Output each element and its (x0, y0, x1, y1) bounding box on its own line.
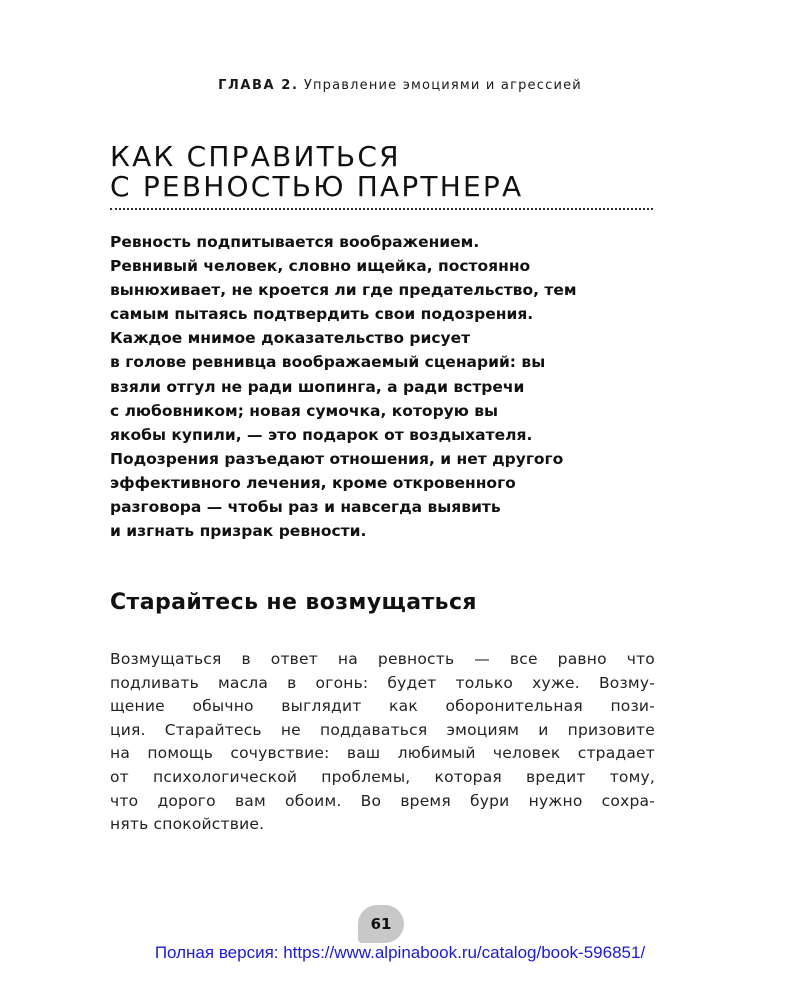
body-line: что дорого вам обоим. Во время бури нужно сохра- (110, 791, 655, 810)
lead-line: с любовником; новая сумочка, которую вы (110, 401, 499, 420)
lead-line: Подозрения разъедают отношения, и нет другого (110, 449, 564, 468)
lead-line: Каждое мнимое доказательство рисует (110, 329, 471, 348)
page-number-badge (358, 905, 404, 943)
body-line: на помощь сочувствие: ваш любимый человек страдает (110, 744, 655, 763)
lead-line: в голове ревнивца воображаемый сценарий: вы (110, 353, 546, 372)
lead-line: якобы купили, — это подарок от воздыхателя. (110, 425, 533, 444)
lead-line: и изгнать призрак ревности. (110, 522, 367, 541)
title-line: С РЕВНОСТЬЮ ПАРТНЕРА (110, 170, 524, 203)
body-paragraph (110, 648, 655, 837)
title-line: КАК СПРАВИТЬСЯ (110, 140, 401, 173)
running-header (0, 78, 800, 93)
chapter-name: Управление эмоциями и агрессией (303, 78, 582, 93)
section-heading: Старайтесь не возмущаться (110, 590, 477, 615)
body-line: от психологической проблемы, которая вредит тому, (110, 767, 655, 786)
lead-line: вынюхивает, не кроется ли где предательство, тем (110, 281, 577, 300)
full-version-link[interactable]: Полная версия: https://www.alpinabook.ru/catalog/book-596851/ (154, 943, 646, 962)
lead-paragraph (110, 230, 670, 543)
body-line: нять спокойствие. (110, 815, 265, 834)
body-line: ция. Старайтесь не поддаваться эмоциям и призовите (110, 720, 655, 739)
lead-line: взяли отгул не ради шопинга, а ради встречи (110, 377, 525, 396)
body-line: щение обычно выглядит как оборонительная пози- (110, 697, 655, 716)
body-line: Возмущаться в ответ на ревность — все равно что (110, 650, 655, 668)
body-line: подливать масла в огонь: будет только хуже. Возму- (110, 673, 655, 692)
lead-line: Ревность подпитывается воображением. (110, 233, 480, 251)
lead-line: Ревнивый человек, словно ищейка, постоянно (110, 257, 531, 276)
lead-line: эффективного лечения, кроме откровенного (110, 473, 516, 492)
lead-line: разговора — чтобы раз и навсегда выявить (110, 498, 501, 517)
lead-line: самым пытаясь подтвердить свои подозрения. (110, 305, 534, 324)
dotted-divider (110, 208, 653, 210)
page-title (110, 142, 690, 202)
chapter-label: ГЛАВА 2. (218, 78, 299, 93)
page-number: 61 (370, 915, 392, 933)
